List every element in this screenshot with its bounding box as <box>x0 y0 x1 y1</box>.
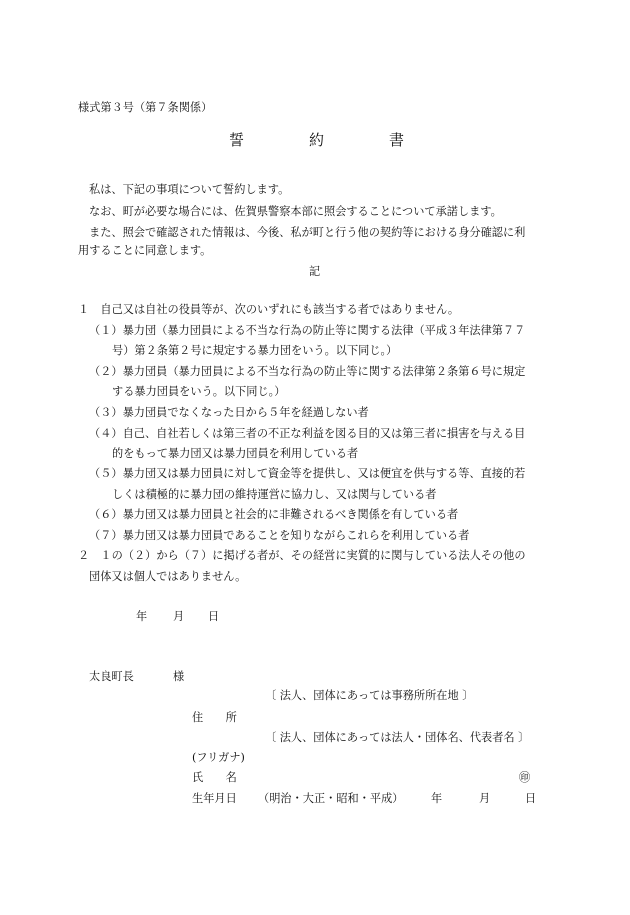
address-label: 住 所 <box>192 711 237 724</box>
intro-line-2: なお、町が必要な場合には、佐賀県警察本部に照会することについて承諾します。 <box>89 205 502 218</box>
address-note: 〔 法人、団体にあっては事務所所在地 〕 <box>265 689 474 702</box>
item-1-sub-2-line-2: する暴力団員をいう。以下同じ。） <box>112 385 286 398</box>
item-1-sub-2-line-1: （２）暴力団員（暴力団員による不当な行為の防止等に関する法律第２条第６号に規定 <box>89 365 526 378</box>
birth-day-label: 日 <box>525 792 537 805</box>
addressee-name: 太良町長 <box>89 670 134 683</box>
name-note: 〔 法人、団体にあっては法人・団体名、代表者名 〕 <box>265 731 530 744</box>
intro-line-1: 私は、下記の事項について誓約します。 <box>89 183 290 196</box>
seal-mark: ㊞ <box>519 771 531 784</box>
date-year-label: 年 <box>136 610 148 623</box>
item-1-sub-6: （６）暴力団又は暴力団員と社会的に非難されるべき関係を有している者 <box>89 508 459 521</box>
item-1-sub-5-line-2: しくは積極的に暴力団の維持運営に協力し、又は関与している者 <box>112 488 437 501</box>
item-1-sub-4-line-1: （４）自己、自社若しくは第三者の不正な利益を図る目的又は第三者に損害を与える目 <box>89 427 526 440</box>
birth-year-label: 年 <box>431 792 443 805</box>
date-day-label: 日 <box>208 610 220 623</box>
item-2-line-1: ２ １の（２）から（７）に掲げる者が、その経営に実質的に関与している法人その他の <box>78 549 526 562</box>
item-1-sub-4-line-2: 的をもって暴力団又は暴力団員を利用している者 <box>112 447 359 460</box>
item-1-sub-3: （３）暴力団員でなくなった日から５年を経過しない者 <box>89 406 369 419</box>
date-month-label: 月 <box>173 610 185 623</box>
item-1-sub-1-line-2: 号）第２条第２号に規定する暴力団をいう。以下同じ。） <box>112 344 398 357</box>
item-1-sub-1-line-1: （１）暴力団（暴力団員による不当な行為の防止等に関する法律（平成３年法律第７７ <box>89 324 526 337</box>
document-title <box>0 129 630 149</box>
birth-month-label: 月 <box>479 792 491 805</box>
form-number: 様式第３号（第７条関係） <box>78 101 213 114</box>
title-char-3: 書 <box>389 131 405 149</box>
name-label: 氏 名 <box>192 771 237 784</box>
item-2-line-2: 団体又は個人ではありません。 <box>89 570 247 583</box>
birthdate-label: 生年月日 <box>192 792 237 805</box>
intro-line-4: 用することに同意します。 <box>78 244 212 257</box>
item-1-sub-7: （７）暴力団又は暴力団員であることを知りながらこれらを利用している者 <box>89 529 470 542</box>
addressee-honorific: 様 <box>173 670 185 683</box>
item-1-sub-5-line-1: （５）暴力団又は暴力団員に対して資金等を提供し、又は便宜を供与する等、直接的若 <box>89 467 526 480</box>
title-char-1: 誓 <box>229 131 245 149</box>
furigana-label: (フリガナ) <box>192 751 245 764</box>
ki-heading: 記 <box>309 265 321 278</box>
intro-line-3: また、照会で確認された情報は、今後、私が町と行う他の契約等における身分確認に利 <box>89 226 526 239</box>
item-1-heading: １ 自己又は自社の役員等が、次のいずれにも該当する者ではありません。 <box>78 303 460 316</box>
era-options: （明治・大正・昭和・平成） <box>258 792 404 805</box>
title-char-2: 約 <box>309 131 325 149</box>
